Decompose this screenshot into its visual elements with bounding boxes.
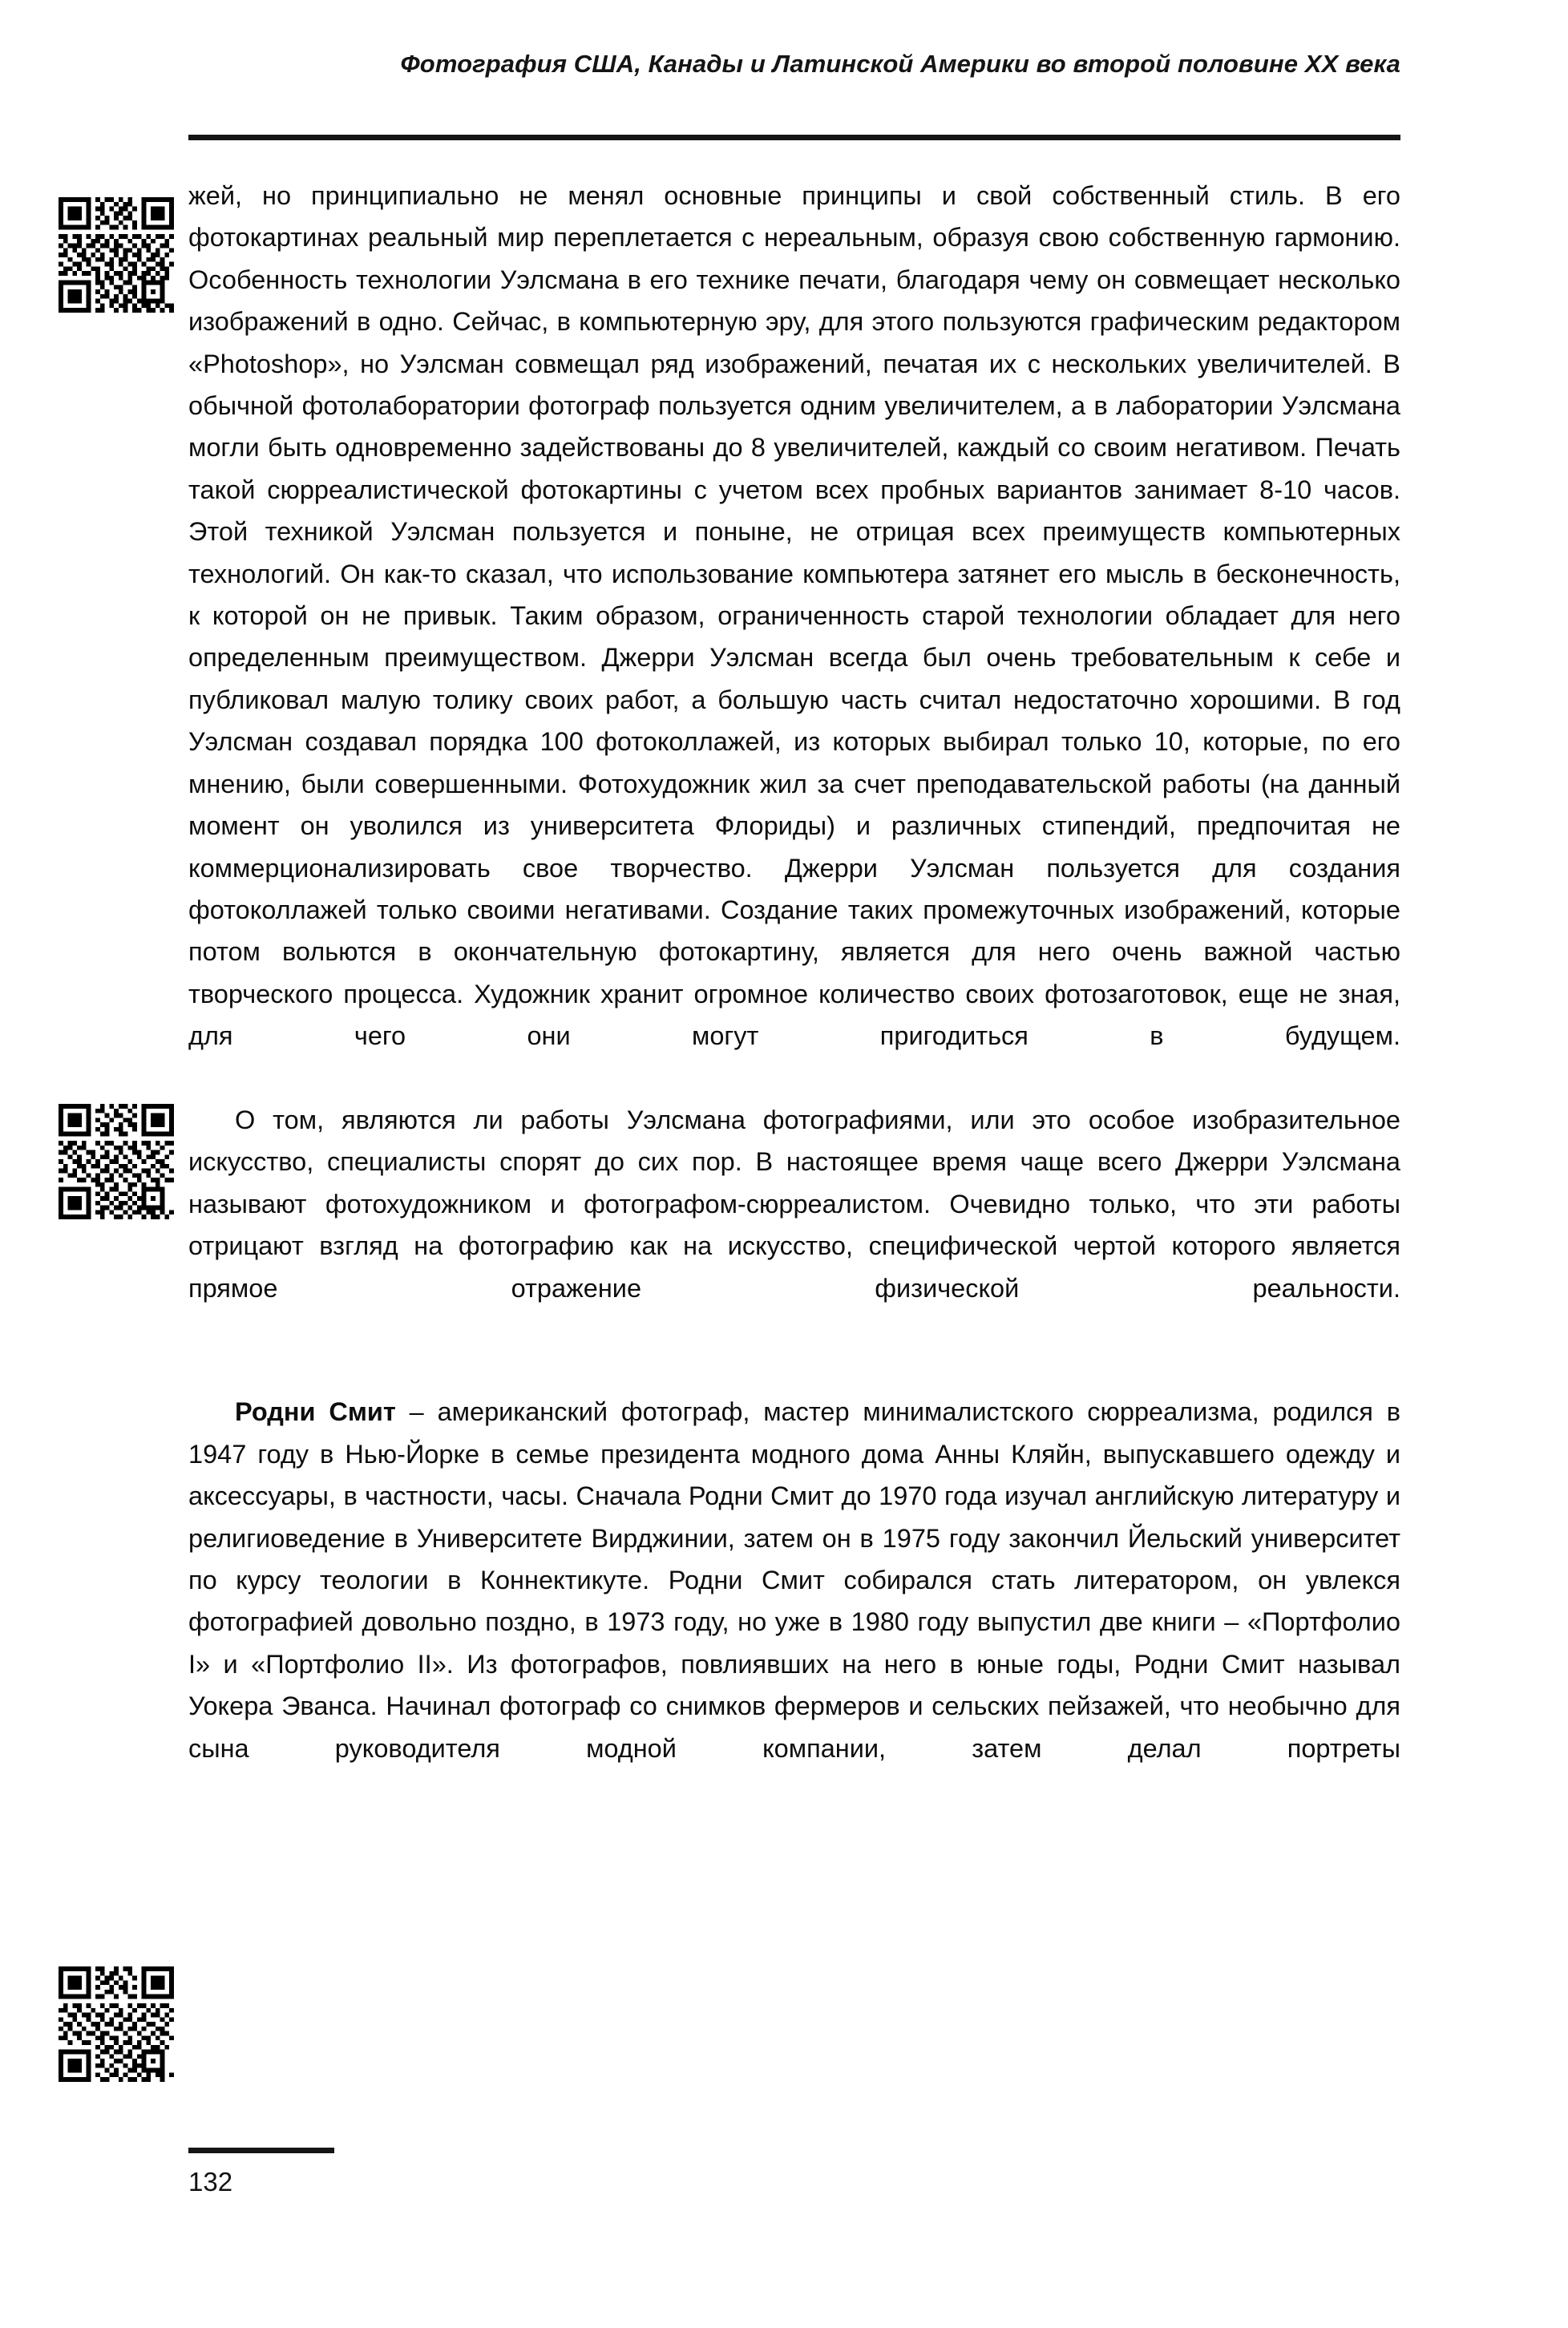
paragraph-1: жей, но принципиально не менял основные принципы и свой собственный стиль. В его фотокартинах реальный мир переплетается с нереальным, образуя свою собственную гармонию. Особенность технологии Уэлсмана в его технике печати, благодаря чему он совмещает несколько изображений в одно. Сейчас, в компьютерную эру, для этого пользуются графическим редактором «Photoshop», но Уэлсман совмещал ряд изображений, печатая их с нескольких увеличителей. В обычной фотолаборатории фотограф пользуется одним увеличителем, а в лаборатории Уэлсмана могли быть одновременно задействованы до 8 увеличителей, каждый со своим негативом. Печать такой сюрреалистической фотокартины с учетом всех пробных вариантов занимает 8-10 часов. Этой техникой Уэлсман пользуется и поныне, не отрицая всех преимуществ компьютерных технологий. Он как-то сказал, что использование компьютера затянет его мысль в бесконечность, к которой он не привык. Таким образом, ограниченность старой технологии обладает для него определенным преимуществом. Джерри Уэлсман всегда был очень требовательным к себе и публиковал малую толику своих работ, а большую часть считал недостаточно хорошими. В год Уэлсман создавал порядка 100 фотоколлажей, из которых выбирал только 10, которые, по его мнению, были совершенными. Фотохудожник жил за счет преподавательской работы (на данный момент он уволился из университета Флориды) и различных стипендий, предпочитая не коммерционализировать свое творчество. Джерри Уэлсман пользуется для создания фотоколлажей только своими негативами. Создание таких промежуточных изображений, которые потом вольются в окончательную фотокартину, является для него очень важной частью творческого процесса. Художник хранит огромное количество своих фотозаготовок, еще не зная, для чего они могут пригодиться в будущем. [188,181,1400,1051]
qr-code-bottom[interactable] [59,1966,174,2083]
header-rule [188,135,1400,140]
paragraph-3-text: – американский фотограф, мастер минималистского сюрреализма, родился в 1947 году в Нью-Йорке в семье президента модного дома Анны Кляйн, выпускавшего одежду и аксессуары, в частности, часы. Сначала Родни Смит до 1970 года изучал английскую литературу и религиоведение в Университете Вирджинии, затем он в 1975 году закончил Йельский университет по курсу теологии в Коннектикуте. Родни Смит собирался стать литератором, он увлекся фотографией довольно поздно, в 1973 году, но уже в 1980 году выпустил две книги – «Портфолио I» и «Портфолио II». Из фотографов, повлиявших на него в юные годы, Родни Смит называл Уокера Эванса. Начинал фотограф со снимков фермеров и сельских пейзажей, что необычно для сына руководителя модной компании, затем делал портреты [188,1397,1400,1763]
paragraph-3 [188,1391,1400,1811]
paragraph-2: О том, являются ли работы Уэлсмана фотографиями, или это особое изобразительное искусство, специалисты спорят до сих пор. В настоящее время чаще всего Джерри Уэлсмана называют фотохудожником и фотографом-сюрреалистом. Очевидно только, что эти работы отрицают взгляд на фотографию как на искусство, специфической чертой которого является прямое отражение физической реальности. [188,1105,1400,1303]
running-header: Фотография США, Канады и Латинской Америки во второй половине XX века [400,50,1400,78]
paragraph-3-lead-in: Родни Смит [235,1397,396,1427]
qr-code-top[interactable] [59,196,174,313]
footer-rule [188,2148,334,2153]
qr-code-middle[interactable] [59,1103,174,1220]
page-number: 132 [188,2167,233,2197]
body-text-column [188,175,1400,1811]
